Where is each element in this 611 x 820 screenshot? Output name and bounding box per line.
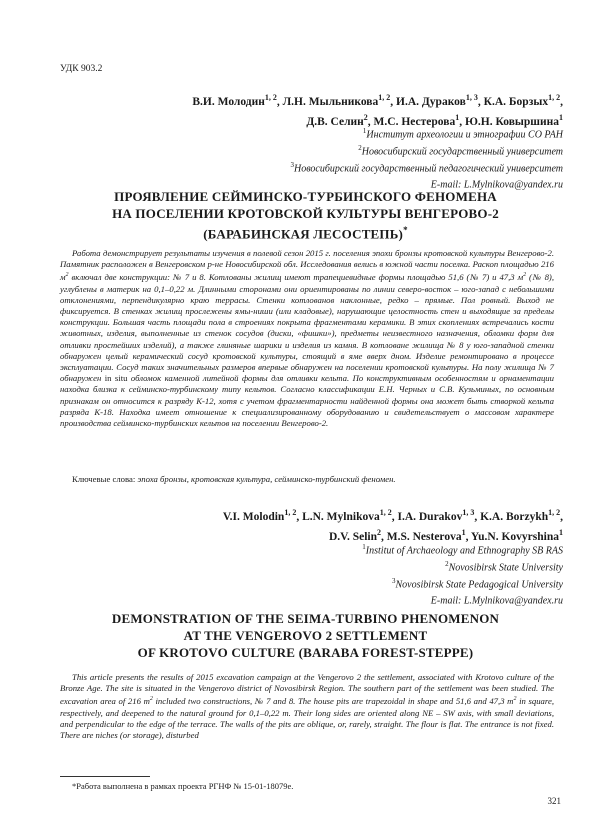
author-affiliation-mark: 1 (559, 112, 563, 122)
ru-keywords (72, 474, 396, 484)
affiliation-number: 3 (392, 576, 396, 585)
ru-title-line: НА ПОСЕЛЕНИИ КРОТОВСКОЙ КУЛЬТУРЫ ВЕНГЕРОВО-2 (112, 206, 499, 221)
en-title-line: OF KROTOVO CULTURE (BARABA FOREST-STEPPE) (137, 645, 474, 660)
title-footnote-mark: * (403, 225, 408, 235)
en-article-title (40, 610, 571, 661)
affiliation-text: Новосибирский государственный университет (361, 146, 563, 158)
author-separator: , (465, 530, 471, 543)
en-abstract: This article presents the results of 2015 excavation campaign at the Vengerovo 2 the settlement, associated with Krotovo culture of the Bronze Age. The site is situated in the Vengerovo district of Novosibirsk Region. The southern part of the settlement was been studied. The excavation area of 216 $m^2$ included two constructions, № 7 and 8. The house pits are trapezoidal in shape and 51,6 and 47,3 $m^2$ in square, respectively, and deepened to the natural ground for 0,1–0,22 m. Their long sides are oriented along NE – SW axis, with small deviations, and perpendicular to the edge of the terrace. The walls of the pits are oblique, or, rarely, straight. The flour is flat. The entrance is not fixed. There are niches (or storage), disturbed (60, 672, 554, 740)
author-name: К.А. Борзых (483, 95, 549, 108)
ru-author-list (192, 90, 563, 130)
author-name: Д.В. Селин (306, 115, 364, 128)
author-name: M.S. Nesterova (386, 530, 462, 543)
author-affiliation-mark: 1 (461, 527, 466, 537)
affiliation-number: 1 (362, 127, 367, 135)
author-affiliation-mark: 1, 2 (378, 93, 391, 102)
ru-article-title (40, 188, 571, 242)
author-separator: , (367, 115, 374, 128)
author-affiliation-mark: 1, 2 (548, 93, 561, 102)
en-title-line: AT THE VENGEROVO 2 SETTLEMENT (183, 628, 428, 643)
ru-abstract: Работа демонстрирует результаты изучения в полевой сезон 2015 г. поселения эпохи бронзы кротовской культуры Венгерово-2. Памятник расположен в Венгеровском р-не Новосибирской обл. Исследования велись в южной части поселка. Раскоп площадью 216 $м^2$ включал две конструкции: № 7 и 8. Котлованы жилищ имеют трапециевидные формы площадью 51,6 (№ 7) и 47,3 $м^2$ (№ 8), углублены в материк на 0,1–0,22 м. Длинными сторонами они ориентированы по линии северо-восток – юго-запад с небольшими отклонениями, перпендикулярно краю террасы. Стенки котлованов наклонные, редко – прямые. Пол ровный. Выход не фиксируется. В стенках жилищ прослежены ямы-ниши (или кладовые), нарушающие целостность стен и выходящие за пределы конструкции. Большая часть площади пола в строениях покрыта фрагментами керамики. В этих скоплениях встречались кости животных, изделия, выполненные из стенок сосудов (диски, «фишки»), предметы неизвестного назначения, обломки форм для отливки простейших изделий), а также глиняные шарики и изделия из камня. В котловане жилища № 8 у юго-западной стенки обнаружен целый керамический сосуд кротовской культуры, стоящий в яме вверх дном. Изделие ремонтировано в процессе эксплуатации. Сосуд таких значительных размеров впервые обнаружен на поселении кротовской культуры. На полу жилища № 7 обнаружен in situ обломок каменной литейной формы для отливки кельта. По конструктивным особенностям и орнаментации находка близка к сейминско-турбинскому типу кельтов. Согласно классификации Е.Н. Черных и С.В. Кузьминых, по основным признакам он относится к разряду К-12, хотя с учетом фрагментарности найденной формы она может быть створкой кельта разряда К-18. Находка имеет отношение к специализированному оборудованию и свидетельствует о массовом характере производства сейминско-турбинских кельтов на поселении Венгерово-2. (60, 248, 554, 428)
ru-title-line: (БАРАБИНСКАЯ ЛЕСОСТЕПЬ)* (203, 225, 408, 242)
author-separator: , (380, 530, 387, 543)
author-separator: , (560, 95, 563, 108)
udk-code: УДК 903.2 (60, 64, 103, 74)
en-author-list (223, 505, 563, 545)
author-affiliation-mark: 2 (363, 112, 368, 122)
author-name: В.И. Молодин (192, 95, 265, 108)
affiliation-text: Институт археологии и этнографии СО РАН (366, 129, 563, 141)
affiliation-line (291, 142, 564, 159)
author-affiliation-mark: 1 (559, 527, 563, 537)
affiliation-line (362, 575, 563, 592)
ru-affiliations (291, 125, 564, 192)
ru-authors-line1 (192, 90, 563, 110)
author-name: L.N. Mylnikova (302, 510, 380, 523)
keywords-label: Ключевые слова: (72, 474, 138, 484)
author-name: D.V. Selin (328, 530, 377, 543)
author-name: K.A. Borzykh (480, 510, 549, 523)
en-authors-line1 (223, 505, 563, 525)
author-affiliation-mark: 2 (376, 527, 381, 537)
affiliation-text: Новосибирский государственный педагогический университет (294, 162, 563, 174)
affiliation-text: Novosibirsk State Pedagogical University (395, 578, 563, 590)
author-affiliation-mark: 1, 2 (264, 93, 277, 102)
author-separator: , (560, 510, 563, 523)
author-affiliation-mark: 1, 2 (379, 508, 392, 517)
author-affiliation-mark: 1, 3 (462, 508, 475, 517)
affiliation-text: E-mail: L.Mylnikova@yandex.ru (430, 179, 563, 191)
author-affiliation-mark: 1, 3 (465, 93, 478, 102)
footnote-divider (60, 776, 150, 777)
en-title-line: DEMONSTRATION OF THE SEIMA-TURBINO PHENOMENON (111, 611, 500, 626)
author-name: I.A. Durakov (397, 510, 463, 523)
affiliation-text: E-mail: L.Mylnikova@yandex.ru (430, 595, 563, 607)
author-separator: , (276, 95, 283, 108)
affiliation-number: 2 (358, 143, 362, 152)
author-affiliation-mark: 1 (455, 112, 460, 122)
affiliation-text: Novosibirsk State University (448, 562, 563, 574)
en-affiliations (362, 541, 563, 608)
keywords-value: эпоха бронзы, кротовская культура, сейминско-турбинский феномен. (137, 474, 396, 484)
author-name: Yu.N. Kovyrshina (470, 530, 559, 543)
author-separator: , (296, 510, 303, 523)
author-separator: , (390, 95, 397, 108)
author-separator: , (459, 115, 465, 128)
ru-title-line: ПРОЯВЛЕНИЕ СЕЙМИНСКО-ТУРБИНСКОГО ФЕНОМЕНА (114, 189, 497, 204)
footnote: *Работа выполнена в рамках проекта РГНФ № 15-01-18079е. (72, 781, 294, 791)
author-separator: , (474, 510, 481, 523)
author-name: Л.Н. Мыльникова (282, 95, 379, 108)
author-name: Ю.Н. Ковыршина (464, 115, 559, 128)
page-number: 321 (547, 796, 561, 806)
author-affiliation-mark: 1, 2 (548, 508, 561, 517)
author-name: V.I. Molodin (222, 510, 285, 523)
affiliation-number: 1 (362, 543, 366, 551)
author-separator: , (477, 95, 484, 108)
author-separator: , (391, 510, 398, 523)
affiliation-line (291, 125, 564, 142)
affiliation-text: Institut of Archaeology and Ethnography SB RAS (365, 545, 563, 557)
affiliation-number: 2 (445, 559, 449, 568)
affiliation-line (362, 558, 563, 575)
affiliation-line (362, 541, 563, 558)
author-affiliation-mark: 1, 2 (284, 508, 297, 517)
affiliation-line (291, 159, 564, 176)
affiliation-line (362, 591, 563, 608)
author-name: И.А. Дураков (396, 95, 466, 108)
author-name: М.С. Нестерова (373, 115, 456, 128)
affiliation-number: 3 (290, 160, 294, 169)
